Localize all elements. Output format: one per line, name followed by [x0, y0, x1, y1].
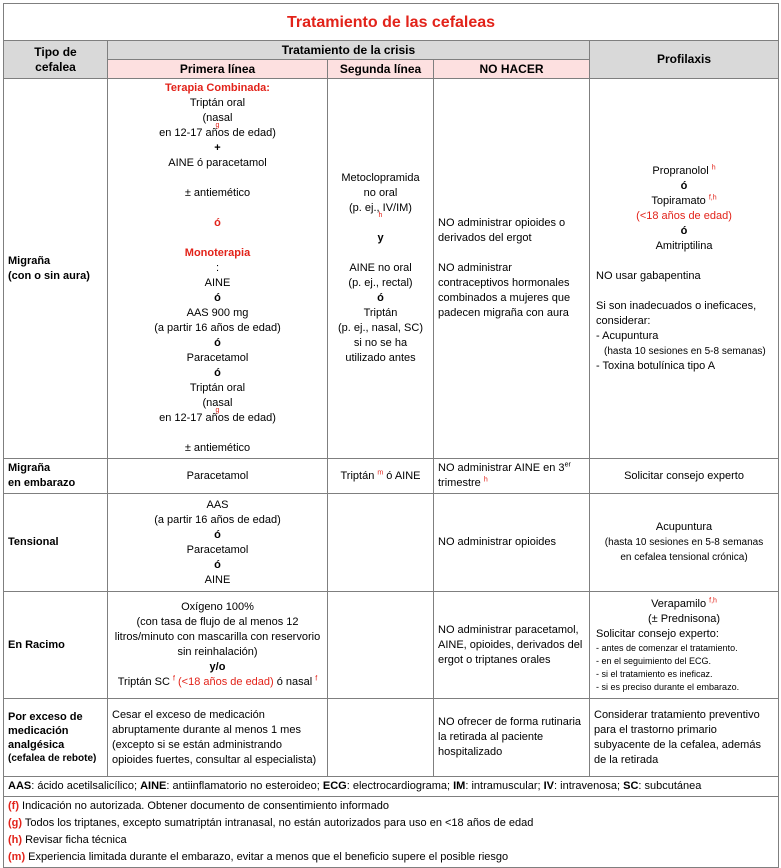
- footnote-m: (m) Experiencia limitada durante el embarazo, evitar a menos que el beneficio supere el posible riesgo: [8, 851, 509, 863]
- exceso-profilaxis: Considerar tratamiento preventivo para el trastorno primario subyacente de la cefalea, además de la retirada: [590, 699, 779, 777]
- headache-treatment-table: [3, 3, 779, 868]
- tensional-primera-linea: AAS (a partir 16 años de edad) ó Paracetamol ó AINE: [108, 494, 328, 592]
- table-row: [4, 79, 779, 459]
- exceso-segunda-linea: [328, 699, 434, 777]
- row-label-tensional: Tensional: [4, 494, 108, 592]
- migrana-no-hacer: NO administrar opioides o derivados del ergot NO administrar contraceptivos hormonales combinados a mujeres que padecen migraña con aura: [434, 79, 590, 459]
- migrana-primera-linea: Terapia Combinada: Triptán oral (nasal g en 12-17 años de edad) + AINE ó paracetamol ± antiemético ó Monoterapia : AINE ó AAS 900 mg (a partir 16 años de edad) ó Paracetamol ó Triptán oral (nasal g en 12-17 años de edad) ± antiemético: [108, 79, 328, 459]
- row-label-exceso: Por exceso de medicación analgésica (cefalea de rebote): [4, 699, 108, 777]
- racimo-segunda-linea: [328, 592, 434, 699]
- table-row: [4, 592, 779, 699]
- migrana-profilaxis: Propranolol $^h$ ó Topiramato $^{f,h}$ (<18 años de edad) ó Amitriptilina NO usar gabapentina Si son inadecuados o ineficaces, considerar: - Acupuntura (hasta 10 sesiones en 5-8 semanas) - Toxina botulínica tipo A: [590, 79, 779, 459]
- header-primera-linea: Primera línea: [108, 60, 328, 79]
- row-label-migrana: Migraña (con o sin aura): [4, 79, 108, 459]
- embarazo-profilaxis: Solicitar consejo experto: [590, 459, 779, 494]
- tensional-no-hacer: NO administrar opioides: [434, 494, 590, 592]
- header-tipo: Tipo de cefalea: [4, 41, 108, 79]
- header-segunda-linea: Segunda línea: [328, 60, 434, 79]
- embarazo-no-hacer: NO administrar AINE en 3er trimestre $^h$: [434, 459, 590, 494]
- embarazo-segunda-linea: Triptán $^m$ ó AINE: [328, 459, 434, 494]
- exceso-primera-linea: Cesar el exceso de medicación abruptamente durante al menos 1 mes (excepto si se están administrando opioides fuertes, consultar al especialista): [108, 699, 328, 777]
- tensional-segunda-linea: [328, 494, 434, 592]
- exceso-no-hacer: NO ofrecer de forma rutinaria la retirada al paciente hospitalizado: [434, 699, 590, 777]
- embarazo-primera-linea: Paracetamol: [108, 459, 328, 494]
- abbreviations: AAS: ácido acetilsalicílico; AINE: antiinflamatorio no esteroideo; ECG: electrocardiograma; IM: intramuscular; IV: intravenosa; SC: subcutánea: [4, 777, 779, 797]
- row-label-racimo: En Racimo: [4, 592, 108, 699]
- footnotes: [4, 797, 779, 868]
- racimo-no-hacer: NO administrar paracetamol, AINE, opioides, derivados del ergot o triptanes orales: [434, 592, 590, 699]
- table-row: [4, 459, 779, 494]
- row-label-embarazo: Migraña en embarazo: [4, 459, 108, 494]
- footnote-g: (g) Todos los triptanes, excepto sumatriptán intranasal, no están autorizados para uso en <18 años de edad: [8, 817, 534, 829]
- header-no-hacer: NO HACER: [434, 60, 590, 79]
- racimo-profilaxis: Verapamilo $^{f,h}$ (± Prednisona) Solicitar consejo experto: - antes de comenzar el tratamiento. - en el seguimiento del ECG. - si el tratamiento es ineficaz. - si es preciso durante el embarazo.: [590, 592, 779, 699]
- racimo-primera-linea: Oxígeno 100% (con tasa de flujo de al menos 12 litros/minuto con mascarilla con reservorio sin reinhalación) y/o Triptán SC $^f$ (<18 años de edad) ó nasal $^f$: [108, 592, 328, 699]
- table-row: [4, 699, 779, 777]
- footnote-h: (h) Revisar ficha técnica: [8, 834, 127, 846]
- migrana-segunda-linea: Metoclopramida no oral (p. ej., IV/IM) h y AINE no oral (p. ej., rectal) ó Triptán (p. ej., nasal, SC) si no se ha utilizado antes: [328, 79, 434, 459]
- header-tratamiento: Tratamiento de la crisis: [108, 41, 590, 60]
- table-row: [4, 494, 779, 592]
- footnote-f: (f) Indicación no autorizada. Obtener documento de consentimiento informado: [8, 800, 389, 812]
- tensional-profilaxis: Acupuntura (hasta 10 sesiones en 5-8 semanas en cefalea tensional crónica): [590, 494, 779, 592]
- header-profilaxis: Profilaxis: [590, 41, 779, 79]
- table-title: Tratamiento de las cefaleas: [4, 4, 779, 41]
